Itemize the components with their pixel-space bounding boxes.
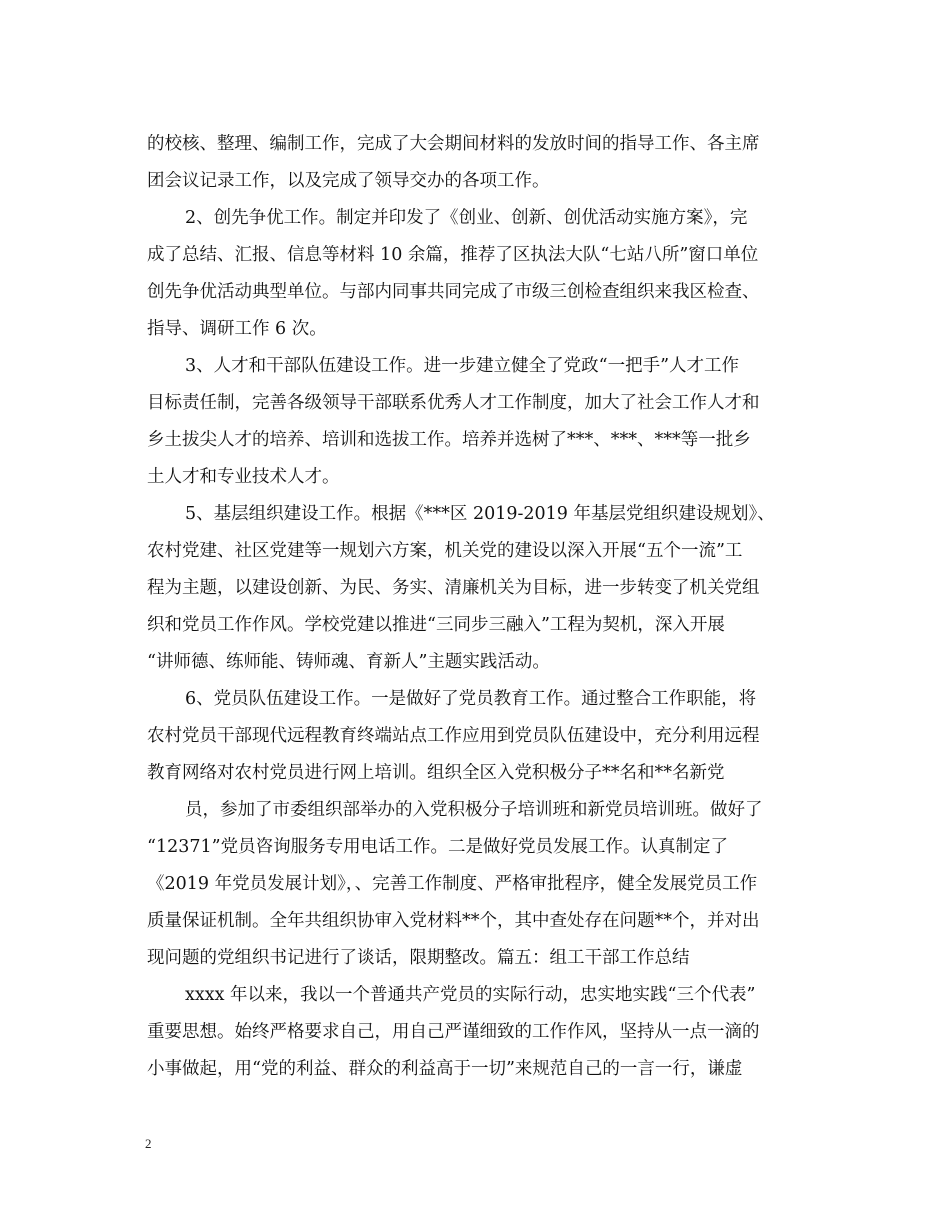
text-line: 小事做起，用“党的利益、群众的利益高于一切”来规范自己的一言一行，谦虚 (147, 1059, 743, 1079)
text-line: “讲师德、练师能、铸师魂、育新人”主题实践活动。 (147, 652, 550, 672)
text-line: 目标责任制，完善各级领导干部联系优秀人才工作制度，加大了社会工作人才和 (147, 393, 760, 413)
text-line: 创先争优活动典型单位。与部内同事共同完成了市级三创检查组织来我区检查、 (147, 282, 760, 302)
text-line: 现问题的党组织书记进行了谈话，限期整改。篇五：组工干部工作总结 (147, 948, 690, 968)
text-line: 重要思想。始终严格要求自己，用自己严谨细致的工作作风，坚持从一点一滴的 (147, 1022, 760, 1042)
text-line: 员，参加了市委组织部举办的入党积极分子培训班和新党员培训班。做好了 (185, 800, 763, 820)
text-line: 《2019 年党员发展计划》，、完善工作制度、严格审批程序，健全发展党员工作 (147, 874, 758, 894)
text-line: 2、创先争优工作。制定并印发了《创业、创新、创优活动实施方案》，完 (185, 208, 748, 228)
text-line: 的校核、整理、编制工作，完成了大会期间材料的发放时间的指导工作、各主席 (147, 134, 760, 154)
text-line: 教育网络对农村党员进行网上培训。组织全区入党积极分子**名和**名新党 (147, 763, 725, 783)
text-line: 团会议记录工作，以及完成了领导交办的各项工作。 (147, 171, 550, 191)
page-number: 2 (145, 1136, 152, 1151)
text-line: “12371”党员咨询服务专用电话工作。二是做好党员发展工作。认真制定了 (147, 837, 729, 857)
text-line: 质量保证机制。全年共组织协审入党材料**个，其中查处存在问题**个，并对出 (147, 911, 760, 931)
text-line: 6、党员队伍建设工作。一是做好了党员教育工作。通过整合工作职能，将 (185, 689, 757, 709)
text-line: 程为主题，以建设创新、为民、务实、清廉机关为目标，进一步转变了机关党组 (147, 578, 760, 598)
text-line: 农村党员干部现代远程教育终端站点工作应用到党员队伍建设中，充分利用远程 (147, 726, 760, 746)
text-line: xxxx 年以来，我以一个普通共产党员的实际行动，忠实地实践“三个代表” (185, 985, 756, 1005)
text-line: 织和党员工作作风。学校党建以推进“三同步三融入”工程为契机，深入开展 (147, 615, 725, 635)
text-line: 土人才和专业技术人才。 (147, 467, 340, 487)
text-line: 指导、调研工作 6 次。 (147, 319, 327, 339)
text-line: 5、基层组织建设工作。根据《***区 2019-2019 年基层党组织建设规划》、 (185, 504, 775, 524)
text-line: 乡土拔尖人才的培养、培训和选拔工作。培养并选树了***、***、***等一批乡 (147, 430, 751, 450)
text-line: 农村党建、社区党建等一规划六方案，机关党的建设以深入开展“五个一流”工 (147, 541, 743, 561)
text-line: 3、人才和干部队伍建设工作。进一步建立健全了党政“一把手”人才工作 (185, 356, 740, 376)
text-line: 成了总结、汇报、信息等材料 10 余篇，推荐了区执法大队“七站八所”窗口单位 (147, 245, 759, 265)
